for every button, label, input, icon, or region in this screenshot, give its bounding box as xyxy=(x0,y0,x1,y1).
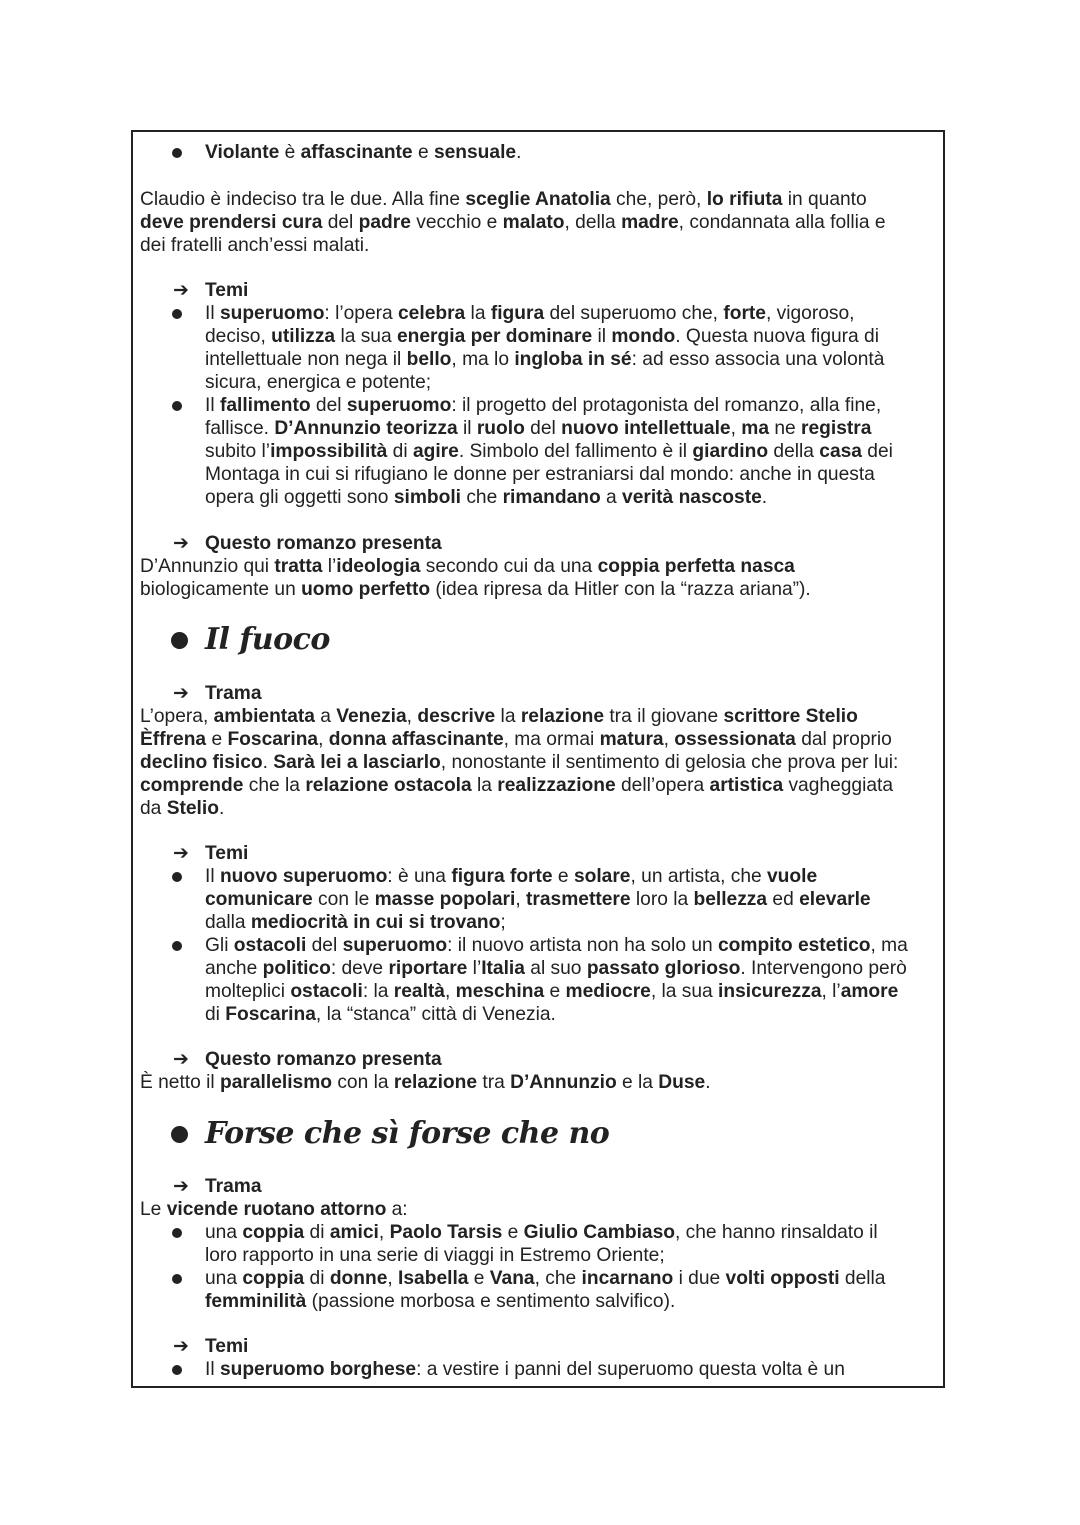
arrow-right-icon: ➔ xyxy=(173,280,189,301)
fallimento-line-4: Montaga in cui si rifugiano le donne per estraniarsi dal mondo: anche in questa xyxy=(205,464,875,485)
ostacoli-line-2: anche politico: deve riportare l’Italia al suo passato glorioso. Intervengono però xyxy=(205,958,907,979)
superuomo-line-1: Il superuomo: l’opera celebra la figura del superuomo che, forte, vigoroso, xyxy=(205,303,855,324)
heading-bullet-icon xyxy=(171,1126,188,1143)
bullet-icon xyxy=(172,1365,182,1375)
heading-forse-che-si: Forse che sì forse che no xyxy=(205,1116,610,1151)
donne-line-1: una coppia di donne, Isabella e Vana, che incarnano i due volti opposti della xyxy=(205,1268,886,1289)
superuomo-line-2: deciso, utilizza la sua energia per dominare il mondo. Questa nuova figura di xyxy=(205,326,879,347)
bullet-icon xyxy=(172,1274,182,1284)
trama-line-2: Èffrena e Foscarina, donna affascinante, ma ormai matura, ossessionata dal proprio xyxy=(140,729,892,750)
bullet-icon xyxy=(172,941,182,951)
presenta-label: Questo romanzo presenta xyxy=(205,533,442,554)
fallimento-line-2: fallisce. D’Annunzio teorizza il ruolo del nuovo intellettuale, ma ne registra xyxy=(205,418,872,439)
temi-label: Temi xyxy=(205,843,249,864)
bullet-icon xyxy=(172,309,182,319)
amici-line-1: una coppia di amici, Paolo Tarsis e Giulio Cambiaso, che hanno rinsaldato il xyxy=(205,1222,878,1243)
claudio-line-2: deve prendersi cura del padre vecchio e malato, della madre, condannata alla follia e xyxy=(140,212,886,233)
superuomo-borghese-line: Il superuomo borghese: a vestire i panni del superuomo questa volta è un xyxy=(205,1359,845,1380)
trama-label: Trama xyxy=(205,683,262,704)
fallimento-line-1: Il fallimento del superuomo: il progetto del protagonista del romanzo, alla fine, xyxy=(205,395,882,416)
arrow-right-icon: ➔ xyxy=(173,1049,189,1070)
temi-label: Temi xyxy=(205,280,249,301)
arrow-right-icon: ➔ xyxy=(173,843,189,864)
ostacoli-line-4: di Foscarina, la “stanca” città di Venezia. xyxy=(205,1004,556,1025)
ostacoli-line-1: Gli ostacoli del superuomo: il nuovo artista non ha solo un compito estetico, ma xyxy=(205,935,908,956)
arrow-right-icon: ➔ xyxy=(173,1176,189,1197)
fallimento-line-3: subito l’impossibilità di agire. Simbolo del fallimento è il giardino della casa dei xyxy=(205,441,893,462)
violante-line: Violante è affascinante e sensuale. xyxy=(205,142,522,163)
arrow-right-icon: ➔ xyxy=(173,1336,189,1357)
arrow-right-icon: ➔ xyxy=(173,533,189,554)
ostacoli-line-3: molteplici ostacoli: la realtà, meschina e mediocre, la sua insicurezza, l’amore xyxy=(205,981,899,1002)
presenta-line: È netto il parallelismo con la relazione tra D’Annunzio e la Duse. xyxy=(140,1072,711,1093)
heading-bullet-icon xyxy=(171,632,188,649)
presenta-label: Questo romanzo presenta xyxy=(205,1049,442,1070)
bullet-icon xyxy=(172,148,182,158)
presenta-line-1: D’Annunzio qui tratta l’ideologia secondo cui da una coppia perfetta nasca xyxy=(140,556,795,577)
trama-intro: Le vicende ruotano attorno a: xyxy=(140,1199,408,1220)
heading-il-fuoco: Il fuoco xyxy=(205,622,330,657)
trama-label: Trama xyxy=(205,1176,262,1197)
nuovo-superuomo-line-2: comunicare con le masse popolari, trasmettere loro la bellezza ed elevarle xyxy=(205,889,871,910)
claudio-line-1: Claudio è indeciso tra le due. Alla fine sceglie Anatolia che, però, lo rifiuta in quanto xyxy=(140,189,867,210)
donne-line-2: femminilità (passione morbosa e sentimento salvifico). xyxy=(205,1291,676,1312)
trama-line-4: comprende che la relazione ostacola la realizzazione dell’opera artistica vagheggiata xyxy=(140,775,894,796)
nuovo-superuomo-line-1: Il nuovo superuomo: è una figura forte e solare, un artista, che vuole xyxy=(205,866,818,887)
superuomo-line-4: sicura, energica e potente; xyxy=(205,372,432,393)
trama-line-5: da Stelio. xyxy=(140,798,225,819)
bullet-icon xyxy=(172,1228,182,1238)
arrow-right-icon: ➔ xyxy=(173,683,189,704)
bullet-icon xyxy=(172,401,182,411)
claudio-line-3: dei fratelli anch’essi malati. xyxy=(140,235,370,256)
trama-line-3: declino fisico. Sarà lei a lasciarlo, nonostante il sentimento di gelosia che prova per lui: xyxy=(140,752,899,773)
nuovo-superuomo-line-3: dalla mediocrità in cui si trovano; xyxy=(205,912,506,933)
bullet-icon xyxy=(172,872,182,882)
amici-line-2: loro rapporto in una serie di viaggi in Estremo Oriente; xyxy=(205,1245,665,1266)
fallimento-line-5: opera gli oggetti sono simboli che rimandano a verità nascoste. xyxy=(205,487,768,508)
presenta-line-2: biologicamente un uomo perfetto (idea ripresa da Hitler con la “razza ariana”). xyxy=(140,579,811,600)
trama-line-1: L’opera, ambientata a Venezia, descrive la relazione tra il giovane scrittore Stelio xyxy=(140,706,858,727)
temi-label: Temi xyxy=(205,1336,249,1357)
superuomo-line-3: intellettuale non nega il bello, ma lo ingloba in sé: ad esso associa una volontà xyxy=(205,349,885,370)
